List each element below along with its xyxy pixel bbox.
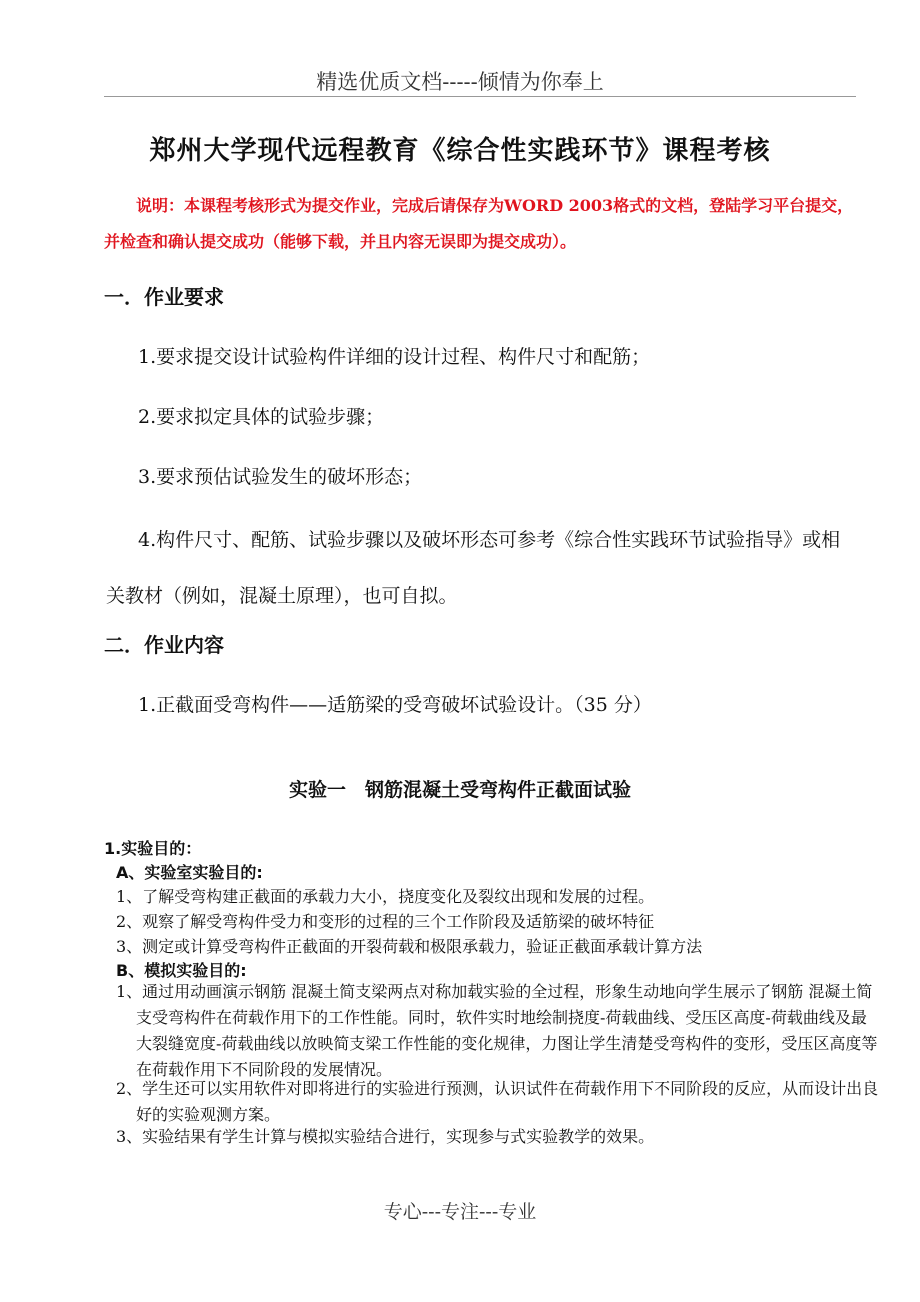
section-heading-content: 二．作业内容 [104,633,224,657]
page-header: 精选优质文档-----倾情为你奉上 [316,70,604,94]
lab-purpose-item-2: 2、观察了解受弯构件受力和变形的过程的三个工作阶段及适筋梁的破坏特征 [116,912,655,931]
sim-purpose-heading: B、模拟实验目的: [116,961,247,980]
submission-note: 说明：本课程考核形式为提交作业，完成后请保存为WORD 2003格式的文档，登陆学习平台提交，并检查和确认提交成功（能够下载，并且内容无误即为提交成功）。 [104,196,854,251]
experiment-title: 实验一 钢筋混凝土受弯构件正截面试验 [288,779,631,801]
assignment-item-1: 1.正截面受弯构件——适筋梁的受弯破坏试验设计。（35 分） [138,694,652,716]
requirement-item-1: 1.要求提交设计试验构件详细的设计过程、构件尺寸和配筋； [138,346,651,368]
document-title: 郑州大学现代远程教育《综合性实践环节》课程考核 [149,136,771,166]
sim-purpose-item-3: 3、实验结果有学生计算与模拟实验结合进行，实现参与式实验教学的效果。 [116,1127,655,1146]
sim-purpose-item-2: 2、学生还可以实用软件对即将进行的实验进行预测，认识试件在荷载作用下不同阶段的反应，从而设计出良好的实验观测方案。 [116,1079,879,1124]
requirement-item-2: 2.要求拟定具体的试验步骤； [138,406,385,428]
requirement-item-3: 3.要求预估试验发生的破坏形态； [138,466,423,488]
lab-purpose-item-3: 3、测定或计算受弯构件正截面的开裂荷载和极限承载力，验证正截面承载计算方法 [116,937,703,956]
lab-purpose-item-1: 1、了解受弯构建正截面的承载力大小，挠度变化及裂纹出现和发展的过程。 [116,887,655,906]
requirement-item-4: 4.构件尺寸、配筋、试验步骤以及破坏形态可参考《综合性实践环节试验指导》或相关教材（例如，混凝土原理），也可自拟。 [106,529,841,607]
section-heading-requirements: 一．作业要求 [104,285,224,309]
purpose-heading: 1.实验目的： [104,839,202,858]
header-divider [104,96,856,97]
lab-purpose-heading: A、实验室实验目的: [116,863,263,882]
sim-purpose-item-1: 1、通过用动画演示钢筋 混凝土简支梁两点对称加载实验的全过程，形象生动地向学生展示了钢筋 混凝土简支受弯构件在荷载作用下的工作性能。同时，软件实时地绘制挠度-荷载曲线、受压区高度-荷载曲线及最大裂缝宽度-荷载曲线以放映简支梁工作性能的变化规律，力图让学生清楚受弯构件的变形，受压区高度等在荷载作用下不同阶段的发展情况。 [116,982,878,1079]
page-footer: 专心---专注---专业 [383,1201,537,1223]
